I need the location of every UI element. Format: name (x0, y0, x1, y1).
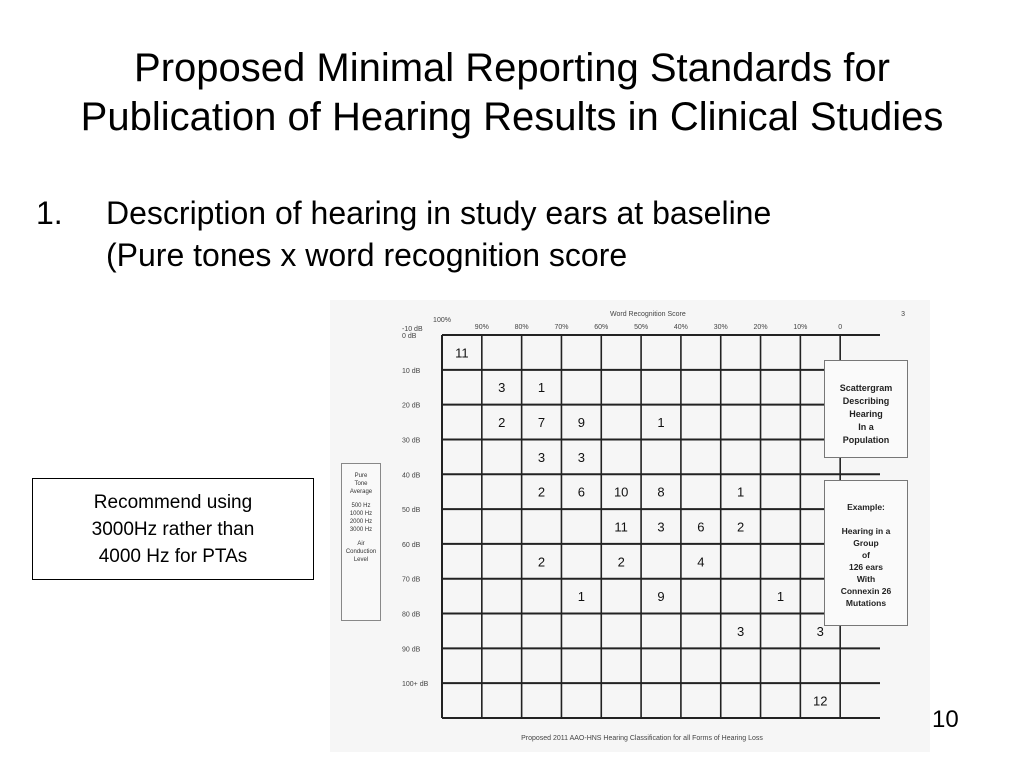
grid-cell-count: 2 (537, 554, 546, 570)
y-tick-label: 0 dB (402, 333, 417, 340)
scattergram-figure (330, 300, 930, 752)
grid-cell-count: 3 (816, 623, 824, 639)
grid-cell-count: 11 (455, 345, 469, 361)
x-tick-label: 60% (594, 324, 609, 331)
example-label-box (824, 480, 908, 626)
pta-title: Pure Tone Average (349, 473, 373, 495)
grid-cell-count: 1 (776, 589, 785, 605)
pta-label-box (341, 463, 381, 621)
grid-cell-count: 10 (613, 484, 629, 500)
slide-title (0, 44, 1024, 142)
chart-title: Word Recognition Score (610, 311, 686, 318)
x-tick-label: 90% (474, 324, 489, 331)
grid-cell-count: 3 (537, 449, 546, 465)
title-line-2: Publication of Hearing Results in Clinical Studies (80, 95, 944, 139)
chart-caption: Proposed 2011 AAO-HNS Hearing Classification for all Forms of Hearing Loss (521, 735, 763, 742)
grid-cell-count: 4 (697, 554, 705, 570)
scattergram-label: Scattergram Describing Hearing In a Population (839, 383, 893, 445)
grid-cell-count: 1 (657, 415, 665, 431)
grid-cell-count: 1 (737, 484, 745, 500)
bullet-text (106, 192, 986, 276)
grid-cell-count: 3 (577, 449, 585, 465)
title-line-1: Proposed Minimal Reporting Standards for (134, 46, 890, 90)
y-tick-label: 30 dB (402, 437, 421, 445)
y-tick-label: 90 dB (402, 646, 421, 654)
grid-cell-count: 9 (657, 589, 665, 605)
x-tick-label: 10% (793, 324, 808, 331)
grid-cell-count: 11 (614, 519, 628, 535)
y-tick-label: 20 dB (402, 402, 421, 410)
y-tick-label: 50 dB (402, 507, 421, 515)
x-tick-label: 20% (753, 324, 768, 331)
y-tick-label: 80 dB (402, 611, 421, 619)
grid-cell-count: 6 (577, 484, 585, 500)
grid-cell-count: 2 (498, 415, 506, 431)
y-tick-label: 70 dB (402, 576, 421, 584)
y-tick-label: 40 dB (402, 472, 421, 480)
x-tick-label: 40% (673, 324, 688, 331)
pta-subtitle: Air Conduction Level (345, 541, 377, 563)
grid-cell-count: 8 (657, 484, 665, 500)
grid-cell-count: 9 (577, 415, 585, 431)
corner-number: 3 (901, 311, 905, 318)
x-tick-label: 70% (554, 324, 569, 331)
grid-cell-count: 3 (657, 519, 665, 535)
grid-cell-count: 3 (498, 380, 506, 396)
grid-cell-count: 7 (537, 415, 546, 431)
y-tick-label: 100+ dB (402, 681, 429, 689)
bullet-line-1: Description of hearing in study ears at baseline (106, 195, 772, 231)
pta-frequencies: 500 Hz 1000 Hz 2000 Hz 3000 Hz (349, 503, 373, 533)
page-number: 10 (932, 706, 959, 733)
bullet-line-2: (Pure tones x word recognition score (106, 237, 628, 273)
grid-cell-count: 12 (813, 693, 828, 709)
x-tick-label: 0 (838, 324, 843, 331)
y-tick-label: 10 dB (402, 367, 421, 375)
grid-cell-count: 2 (537, 484, 546, 500)
x-tick-label: 80% (514, 324, 529, 331)
grid-cell-count: 2 (737, 519, 745, 535)
grid-cell-count: 1 (537, 380, 546, 396)
recommendation-box (32, 478, 314, 580)
example-label: Example: Hearing in a Group of 126 ears With Connexin 26 Mutations (840, 502, 892, 608)
recommendation-text: Recommend using 3000Hz rather than 4000 Hz for PTAs (91, 491, 255, 567)
grid-cell-count: 2 (617, 554, 625, 570)
scattergram-label-box (824, 360, 908, 458)
x-tick-label: 30% (713, 324, 728, 331)
x-tick-label: 50% (634, 324, 649, 331)
x-tick-label: 100% (433, 317, 451, 324)
grid-cell-count: 6 (697, 519, 705, 535)
y-tick-label: 60 dB (402, 541, 421, 549)
grid-cell-count: 3 (737, 623, 745, 639)
bullet-number: 1. (36, 195, 63, 231)
grid-cell-count: 1 (577, 589, 585, 605)
y-tick-label: -10 dB (402, 326, 423, 333)
